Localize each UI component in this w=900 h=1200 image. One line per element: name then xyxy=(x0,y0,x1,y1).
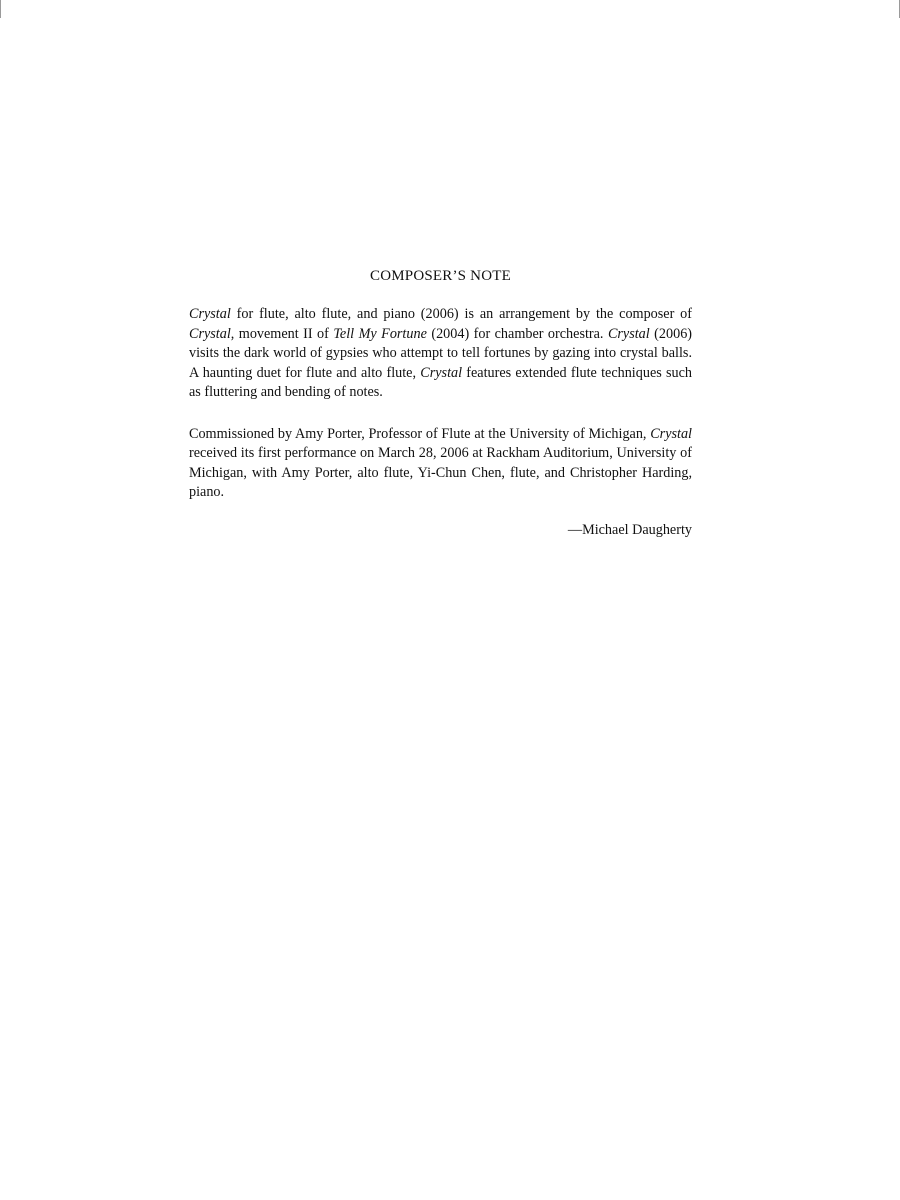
note-paragraph-commission xyxy=(189,425,692,503)
composer-signature: —Michael Daugherty xyxy=(567,521,692,538)
title-italic: Crystal xyxy=(189,325,231,342)
title-italic: Crystal xyxy=(607,325,650,342)
text-span: features extended flute techniques such as fluttering and bending of notes. xyxy=(189,364,692,400)
text-span: , movement II of xyxy=(230,325,334,342)
text-span: Commissioned by Amy Porter, Professor of Flute at the University of Michigan, xyxy=(189,425,651,442)
page-edge-left xyxy=(0,0,1,18)
title-italic: Crystal xyxy=(650,425,692,442)
composer-note xyxy=(189,268,692,540)
text-span: (2006) visits the dark world of gypsies who attempt to tell fortunes by gazing into crystal balls. A haunting duet for flute and alto flute, xyxy=(189,325,693,381)
title-italic: Crystal xyxy=(420,364,463,381)
text-span: (2004) for chamber orchestra. xyxy=(426,325,608,342)
note-heading: COMPOSER’S NOTE xyxy=(370,268,511,284)
note-paragraph-description xyxy=(189,305,692,403)
text-span: received its first performance on March 28, 2006 at Rackham Auditorium, University of Michigan, with Amy Porter, alto flute, Yi-Chun Chen, flute, and Christopher Harding, piano. xyxy=(189,445,692,500)
title-italic: Crystal xyxy=(189,306,231,322)
text-span: for flute, alto flute, and piano (2006) is an arrangement by the composer of xyxy=(230,306,692,322)
title-italic: Tell My Fortune xyxy=(333,325,427,342)
